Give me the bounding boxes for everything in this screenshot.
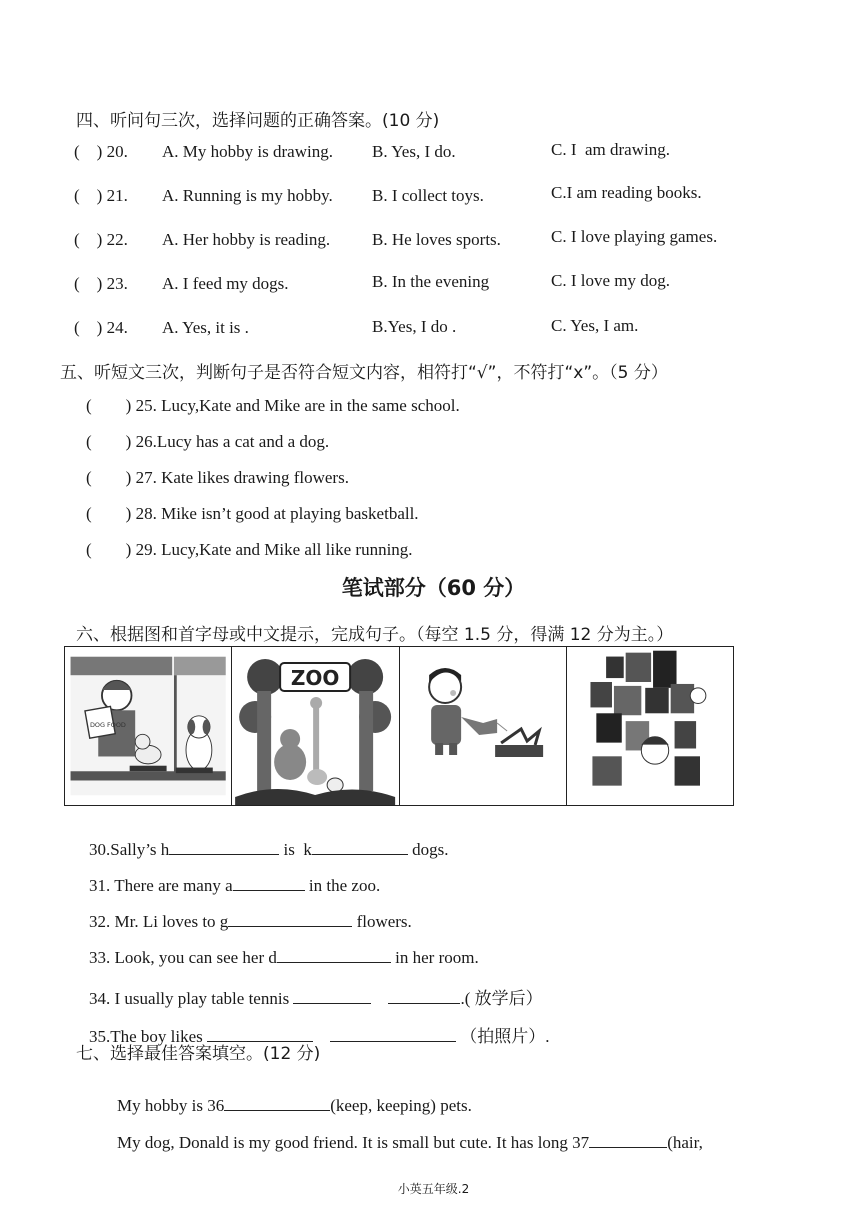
written-part-title: 笔试部分（60 分） (341, 576, 526, 600)
q36-blank[interactable] (224, 1096, 330, 1111)
passage-line-2-end: (hair, (667, 1133, 703, 1152)
q21-option-a: A. Running is my hobby. (162, 186, 333, 205)
q31-blank[interactable] (233, 876, 305, 891)
q20-option-a: A. My hobby is drawing. (162, 142, 333, 161)
girl-with-drawings-illustration (567, 647, 733, 805)
q23-number: ( ) 23. (74, 274, 128, 293)
passage-line-1-end: (keep, keeping) pets. (330, 1096, 472, 1115)
q31-text-start: 31. There are many a (89, 876, 233, 895)
q22-number: ( ) 22. (74, 230, 128, 249)
q35-blank-2[interactable] (330, 1027, 456, 1042)
zoo-sign-text: ZOO (291, 666, 340, 690)
picture-gardening (400, 647, 567, 805)
q26-statement: ( ) 26.Lucy has a cat and a dog. (86, 432, 330, 451)
q35-text-start: 35.The boy likes (89, 1027, 208, 1046)
q23-option-b: B. In the evening (372, 272, 490, 291)
passage-line-2 (100, 1113, 703, 1173)
boy-watering-flowers-illustration (400, 647, 566, 805)
q24-option-a: A. Yes, it is . (162, 318, 249, 337)
q23-option-c: C. I love my dog. (551, 271, 670, 290)
q34-text-start: 34. I usually play table tennis (89, 989, 294, 1008)
picture-strip (64, 646, 734, 806)
q33-text-start: 33. Look, you can see her d (89, 948, 277, 967)
q24-number: ( ) 24. (74, 318, 128, 337)
q20-option-c: C. I am drawing. (551, 140, 670, 159)
q22-option-b: B. He loves sports. (372, 230, 501, 249)
q30-text-start: 30.Sally’s h (89, 840, 170, 859)
section5-heading: 五、听短文三次，判断句子是否符合短文内容，相符打“√”，不符打“x”。（5 分） (60, 363, 668, 383)
q31-text-end: in the zoo. (304, 876, 381, 895)
q30-text-end: dogs. (407, 840, 449, 859)
passage-line-2-start: My dog, Donald is my good friend. It is small but cute. It has long 37 (117, 1133, 590, 1152)
zoo-gate-illustration (232, 647, 398, 805)
q37-blank[interactable] (589, 1133, 667, 1148)
page-footer: 小英五年级.2 (397, 1182, 470, 1196)
q24-option-c: C. Yes, I am. (551, 316, 639, 335)
q25-statement: ( ) 25. Lucy,Kate and Mike are in the same school. (86, 396, 460, 415)
picture-zoo (232, 647, 399, 805)
q28-statement: ( ) 28. Mike isn’t good at playing basketball. (86, 504, 419, 523)
q22-option-c: C. I love playing games. (551, 227, 718, 246)
q22-option-a: A. Her hobby is reading. (162, 230, 331, 249)
q32-text-start: 32. Mr. Li loves to g (89, 912, 229, 931)
section4-heading: 四、听问句三次，选择问题的正确答案。(10 分) (76, 111, 440, 131)
q20-number: ( ) 20. (74, 142, 128, 161)
q34-text-end: .( 放学后） (460, 989, 543, 1008)
girl-feeding-dogs-illustration (65, 647, 231, 805)
q30-blank-2[interactable] (312, 840, 408, 855)
picture-drawings (567, 647, 733, 805)
q32-blank[interactable] (228, 912, 352, 927)
section6-heading: 六、根据图和首字母或中文提示，完成句子。（每空 1.5 分，得满 12 分为主。） (76, 625, 674, 645)
passage-line-1-start: My hobby is 36 (117, 1096, 225, 1115)
q27-statement: ( ) 27. Kate likes drawing flowers. (86, 468, 349, 487)
q32-text-end: flowers. (352, 912, 412, 931)
q21-option-c: C.I am reading books. (551, 183, 702, 202)
q24-option-b: B.Yes, I do . (372, 317, 457, 336)
q29-statement: ( ) 29. Lucy,Kate and Mike all like running. (86, 540, 413, 559)
section7-heading: 七、选择最佳答案填空。(12 分) (76, 1044, 321, 1064)
q33-blank[interactable] (277, 948, 391, 963)
q30-text-middle: is k (279, 840, 312, 859)
q23-option-a: A. I feed my dogs. (162, 274, 289, 293)
q21-number: ( ) 21. (74, 186, 128, 205)
q35-text-end: （拍照片）. (456, 1027, 550, 1046)
q21-option-b: B. I collect toys. (372, 186, 484, 205)
q20-option-b: B. Yes, I do. (372, 142, 456, 161)
dog-food-box-label: DOG FOOD (89, 720, 126, 729)
q30-blank-1[interactable] (169, 840, 279, 855)
picture-sally-dogs (65, 647, 232, 805)
q33-text-end: in her room. (390, 948, 479, 967)
